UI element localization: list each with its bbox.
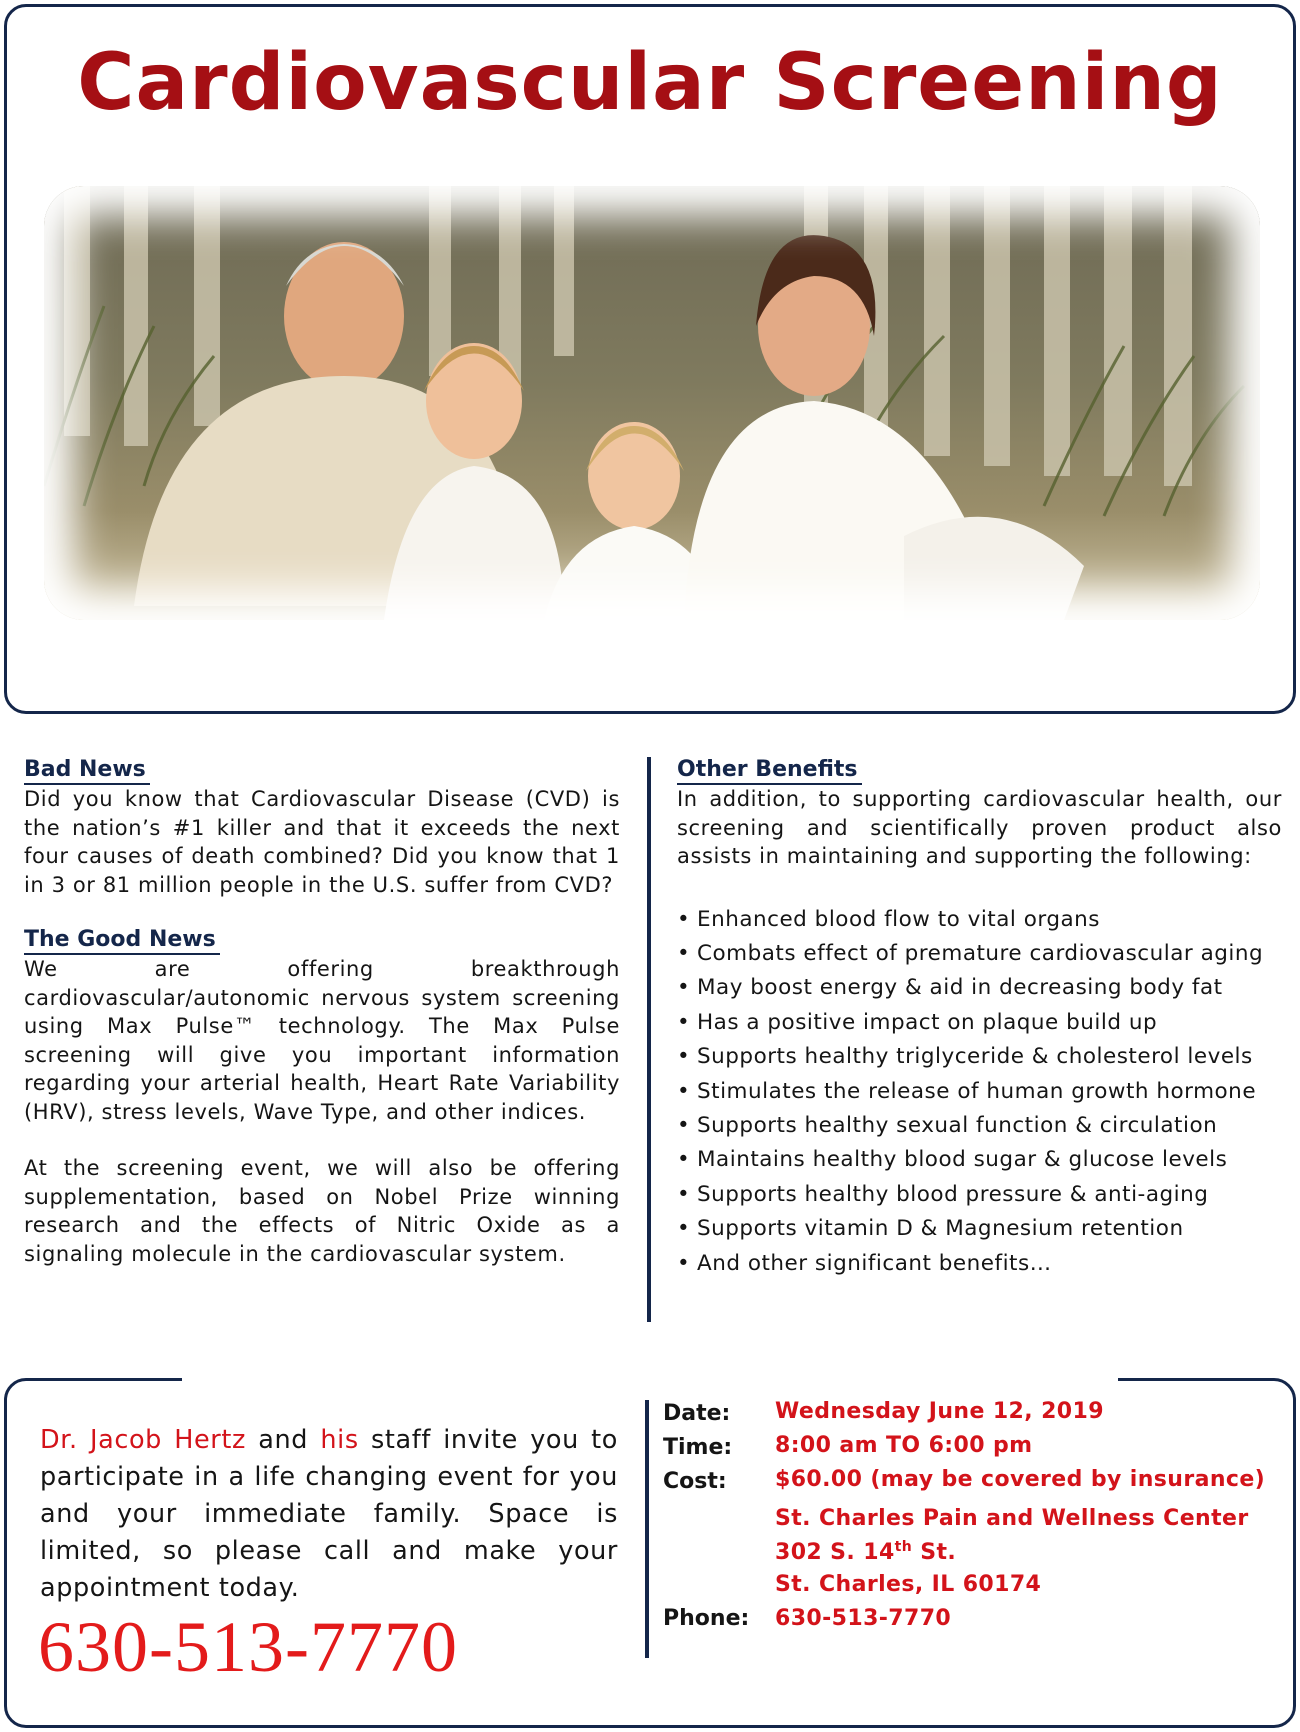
event-divider — [645, 1400, 649, 1658]
phone-number-large[interactable]: 630-513-7770 — [38, 1607, 458, 1687]
benefit-item: • Supports healthy sexual function & circulation — [677, 1109, 1282, 1143]
frame-gap — [182, 1372, 1118, 1386]
invitation-text — [40, 1422, 618, 1607]
location-name: St. Charles Pain and Wellness Center — [775, 1506, 1249, 1531]
benefit-item: • Stimulates the release of human growth hormone — [677, 1075, 1282, 1109]
benefit-item: • And other significant benefits… — [677, 1247, 1282, 1281]
invite-his: his — [320, 1425, 359, 1455]
benefit-item: • Enhanced blood flow to vital organs — [677, 903, 1282, 937]
cost-value: $60.00 (may be covered by insurance) — [775, 1467, 1266, 1492]
family-photo — [44, 186, 1260, 620]
street-number: 302 S. 14 — [775, 1540, 895, 1565]
other-benefits-intro: In addition, to supporting cardiovascular health, our screening and scientifically proven product also assists in maintaining and supporting the following: — [677, 787, 1282, 868]
left-column — [24, 757, 620, 1268]
cost-label: Cost: — [663, 1469, 727, 1494]
page-title: Cardiovascular Screening — [77, 38, 1223, 128]
time-value: 8:00 am TO 6:00 pm — [775, 1433, 1033, 1458]
benefit-item: • May boost energy & aid in decreasing body fat — [677, 971, 1282, 1005]
location-city: St. Charles, IL 60174 — [775, 1572, 1042, 1597]
bad-news-heading: Bad News — [24, 757, 150, 785]
good-news-heading: The Good News — [24, 927, 220, 955]
phone-label: Phone: — [663, 1606, 750, 1631]
benefit-item: • Maintains healthy blood sugar & glucose levels — [677, 1143, 1282, 1177]
date-value: Wednesday June 12, 2019 — [775, 1399, 1104, 1424]
family-photo-icon — [44, 186, 1260, 620]
bad-news-text: Did you know that Cardiovascular Disease (CVD) is the nation’s #1 killer and that it exceeds the next four causes of death combined? Did you know that 1 in 3 or 81 million people in the U.S. suffer from CVD? — [24, 787, 620, 897]
date-label: Date: — [663, 1401, 731, 1426]
phone-value[interactable]: 630-513-7770 — [775, 1606, 952, 1631]
right-column — [677, 757, 1282, 1281]
benefit-item: • Supports healthy blood pressure & anti-aging — [677, 1178, 1282, 1212]
street-suffix: th — [894, 1539, 913, 1555]
benefit-item: • Supports healthy triglyceride & cholesterol levels — [677, 1040, 1282, 1074]
benefit-item: • Has a positive impact on plaque build up — [677, 1006, 1282, 1040]
other-benefits-heading: Other Benefits — [677, 757, 862, 785]
location-street — [775, 1539, 956, 1565]
good-news-text: We are offering breakthrough cardiovascular/autonomic nervous system screening using Max Pulse™ technology. The Max Pulse screening will give you important information regarding your arterial health, Heart Rate Variability (HRV), stress levels, Wave Type, and other indices. — [24, 957, 620, 1124]
screening-event-text: At the screening event, we will also be offering supplementation, based on Nobel Prize winning research and the effects of Nitric Oxide as a signaling molecule in the cardiovascular system. — [24, 1156, 620, 1266]
street-name: St. — [912, 1540, 957, 1565]
invite-and: and — [258, 1425, 309, 1455]
benefit-item: • Supports vitamin D & Magnesium retention — [677, 1212, 1282, 1246]
column-divider — [647, 757, 651, 1322]
time-label: Time: — [663, 1435, 733, 1460]
doctor-name: Dr. Jacob Hertz — [40, 1425, 246, 1455]
benefits-list — [677, 903, 1282, 1281]
invite-rest: staff invite you to participate in a life changing event for you and your immediate family. Space is limited, so please call and make your appointment today. — [40, 1425, 618, 1603]
benefit-item: • Combats effect of premature cardiovascular aging — [677, 937, 1282, 971]
